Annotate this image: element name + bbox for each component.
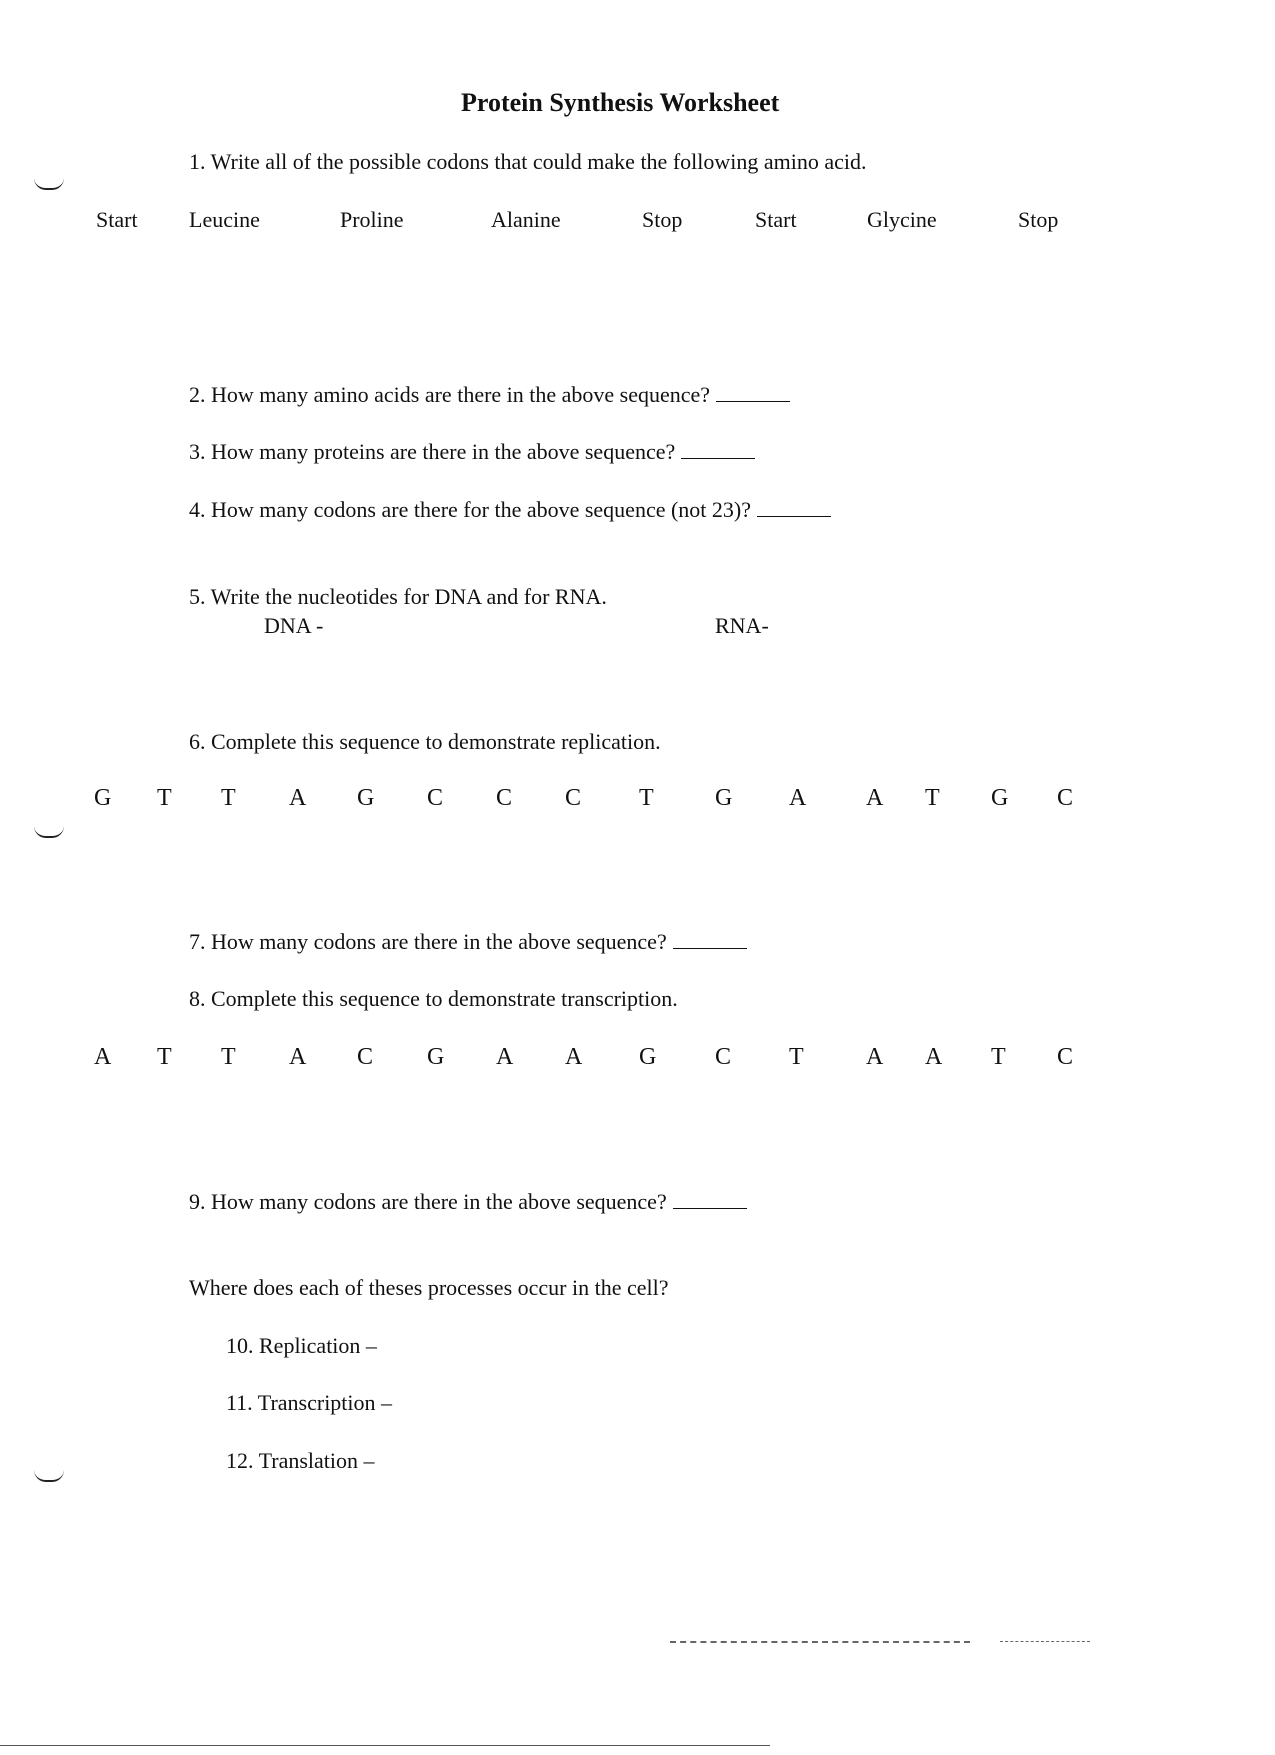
nucleotide: A [289, 785, 307, 811]
question-3 [189, 439, 755, 465]
nucleotide: T [991, 1044, 1006, 1070]
nucleotide: C [565, 785, 582, 811]
amino-acid: Leucine [189, 207, 260, 232]
answer-blank[interactable] [673, 1207, 747, 1209]
question-7-text: 7. How many codons are there in the above sequence? [189, 929, 667, 954]
nucleotide: A [925, 1044, 943, 1070]
nucleotide: T [789, 1044, 804, 1070]
answer-blank[interactable] [681, 457, 755, 459]
nucleotide: A [289, 1044, 307, 1070]
nucleotide: T [925, 785, 940, 811]
binder-hole-mark [34, 178, 64, 190]
nucleotide: C [496, 785, 513, 811]
nucleotide: G [715, 785, 733, 811]
location-question: Where does each of theses processes occur in the cell? [189, 1275, 669, 1300]
question-7 [189, 929, 747, 955]
scan-artifact [670, 1641, 970, 1643]
amino-acid: Glycine [867, 207, 937, 232]
nucleotide: G [427, 1044, 445, 1070]
question-4 [189, 497, 831, 523]
answer-blank[interactable] [716, 400, 790, 402]
nucleotide: G [94, 785, 112, 811]
rna-label: RNA- [715, 613, 769, 638]
question-4-text: 4. How many codons are there for the above sequence (not 23)? [189, 497, 752, 522]
amino-acid: Start [96, 207, 138, 232]
question-9-text: 9. How many codons are there in the above sequence? [189, 1189, 667, 1214]
answer-blank[interactable] [673, 947, 747, 949]
nucleotide: A [866, 785, 884, 811]
amino-acid: Proline [340, 207, 404, 232]
nucleotide: T [639, 785, 654, 811]
amino-acid: Start [755, 207, 797, 232]
question-11: 11. Transcription – [226, 1390, 393, 1415]
page-title: Protein Synthesis Worksheet [461, 88, 780, 117]
binder-hole-mark [34, 826, 64, 838]
nucleotide: A [496, 1044, 514, 1070]
nucleotide: A [94, 1044, 112, 1070]
nucleotide: T [221, 1044, 236, 1070]
nucleotide: G [991, 785, 1009, 811]
nucleotide: C [1057, 785, 1074, 811]
nucleotide: G [357, 785, 375, 811]
nucleotide: C [1057, 1044, 1074, 1070]
question-6: 6. Complete this sequence to demonstrate replication. [189, 729, 661, 754]
question-2-text: 2. How many amino acids are there in the above sequence? [189, 382, 711, 407]
question-3-text: 3. How many proteins are there in the above sequence? [189, 439, 676, 464]
nucleotide: G [639, 1044, 657, 1070]
nucleotide: C [715, 1044, 732, 1070]
amino-acid: Stop [642, 207, 683, 232]
nucleotide: T [157, 1044, 172, 1070]
nucleotide: A [789, 785, 807, 811]
binder-hole-mark [34, 1470, 64, 1482]
question-1: 1. Write all of the possible codons that could make the following amino acid. [189, 149, 867, 174]
nucleotide: A [565, 1044, 583, 1070]
nucleotide: T [157, 785, 172, 811]
question-2 [189, 382, 790, 408]
dna-label: DNA - [264, 613, 324, 638]
nucleotide: C [427, 785, 444, 811]
amino-acid: Alanine [491, 207, 561, 232]
question-5: 5. Write the nucleotides for DNA and for RNA. [189, 584, 607, 609]
question-8: 8. Complete this sequence to demonstrate transcription. [189, 986, 678, 1011]
question-12: 12. Translation – [226, 1448, 375, 1473]
answer-blank[interactable] [757, 515, 831, 517]
amino-acid: Stop [1018, 207, 1059, 232]
nucleotide: T [221, 785, 236, 811]
scan-edge-line [0, 1745, 770, 1746]
question-10: 10. Replication – [226, 1333, 377, 1358]
question-9 [189, 1189, 747, 1215]
nucleotide: A [866, 1044, 884, 1070]
scan-artifact [1000, 1641, 1090, 1642]
nucleotide: C [357, 1044, 374, 1070]
